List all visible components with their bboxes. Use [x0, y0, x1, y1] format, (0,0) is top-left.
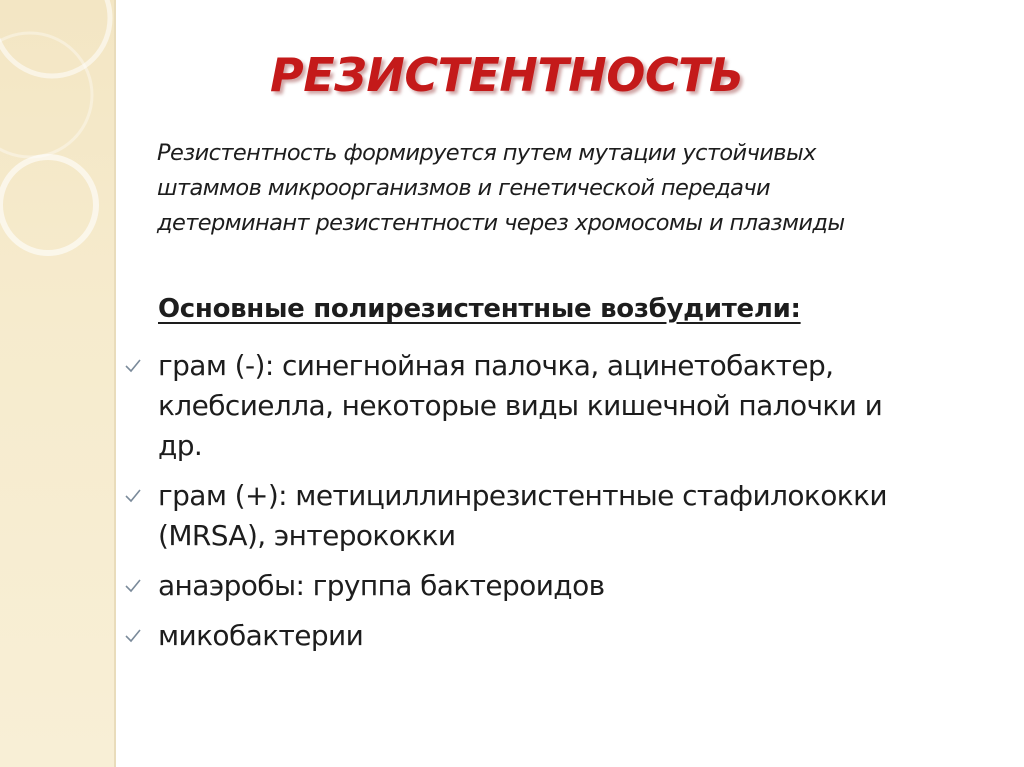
intro-paragraph [157, 136, 957, 241]
checkmark-icon [124, 578, 142, 594]
bullet-line: (MRSA), энтерококки [158, 519, 456, 552]
checkmark-icon [124, 628, 142, 644]
bullet-item [122, 566, 1002, 606]
decorative-side-band [0, 0, 114, 767]
bullet-item [122, 476, 1002, 556]
checkmark-icon [124, 488, 142, 504]
subheading: Основные полирезистентные возбудители: [158, 294, 801, 324]
bullet-line: микобактерии [158, 619, 364, 652]
decorative-rings-icon [0, 0, 114, 767]
bullet-line: анаэробы: группа бактероидов [158, 569, 605, 602]
intro-line: штаммов микроорганизмов и генетической передачи [157, 175, 771, 201]
side-band-divider [114, 0, 116, 767]
bullet-line: др. [158, 429, 203, 462]
bullet-item [122, 346, 1002, 466]
intro-line: Резистентность формируется путем мутации устойчивых [157, 140, 816, 166]
checkmark-icon [124, 358, 142, 374]
slide-title: РЕЗИСТЕНТНОСТЬ [270, 48, 744, 102]
intro-line: детерминант резистентности через хромосомы и плазмиды [157, 210, 845, 236]
bullet-list [122, 346, 1002, 666]
bullet-line: грам (+): метициллинрезистентные стафилококки [158, 479, 887, 512]
bullet-line: грам (-): синегнойная палочка, ацинетобактер, [158, 349, 834, 382]
bullet-item [122, 616, 1002, 656]
bullet-line: клебсиелла, некоторые виды кишечной палочки и [158, 389, 883, 422]
